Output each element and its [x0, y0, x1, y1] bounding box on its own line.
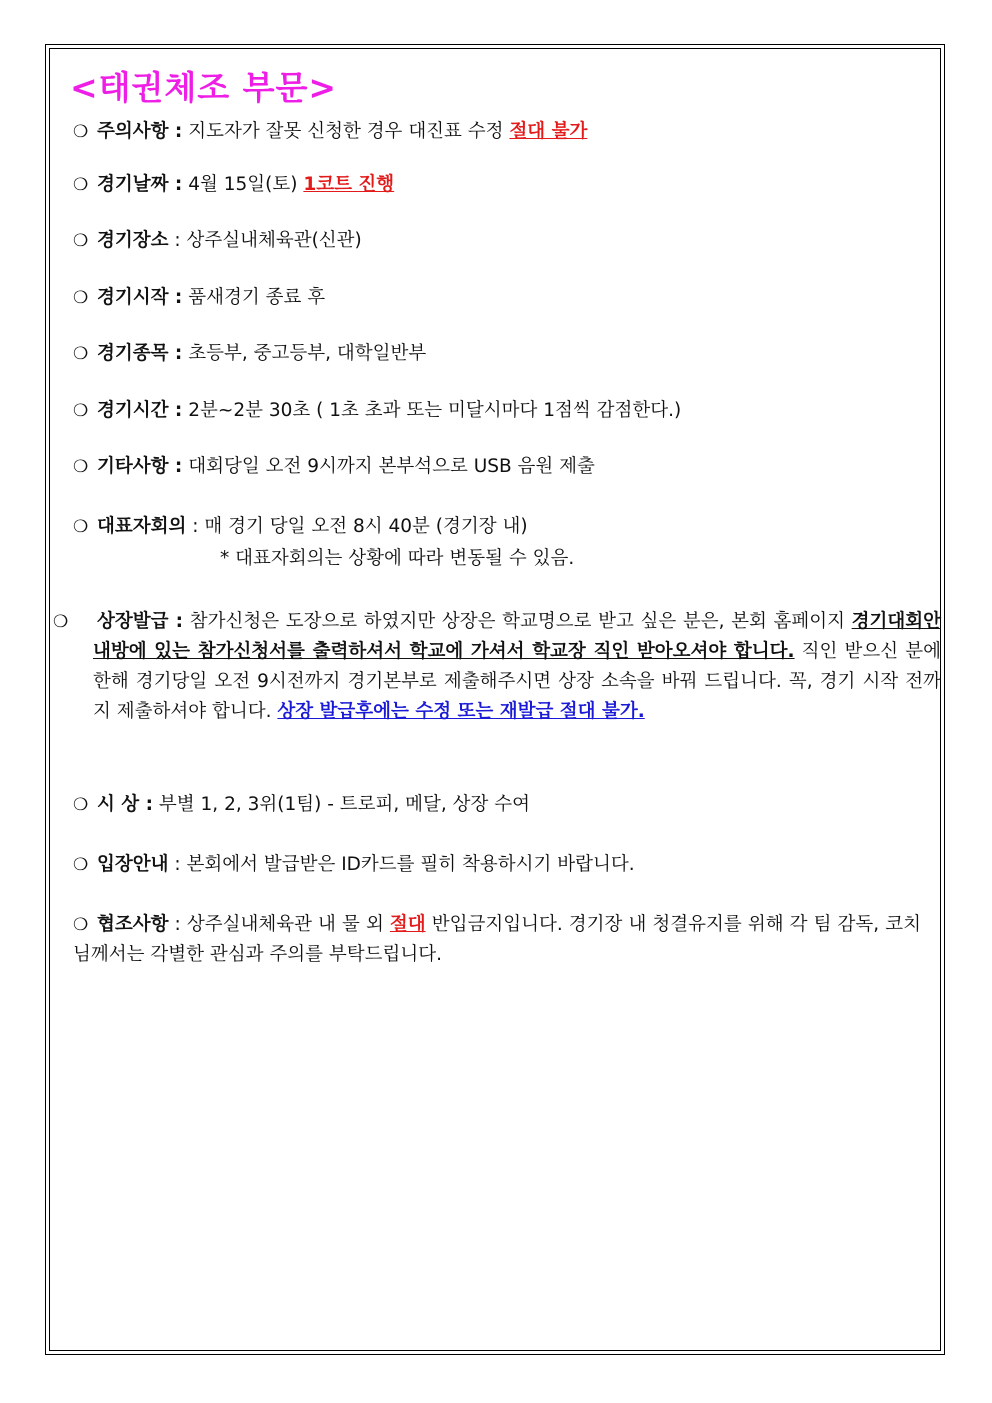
award-issue-bold: 경기대회안내방에 있는 참가신청서를 출력하셔서 학교에 가셔서 학교장 직인 받아오셔야 합니다.: [93, 611, 941, 662]
date-item: [73, 170, 394, 200]
date-text: 4월 15일(토): [182, 174, 304, 195]
meeting-item: [73, 512, 528, 542]
section-title: <태권체조 부문>: [70, 68, 338, 107]
entry-item: [73, 850, 635, 880]
award-issue-text2: 직인 받으신 분에 한해 경기당일 오전 9시전까지 경기본부로 제출해주시면 상장 소속을 바꿔 드립니다. 꼭, 경기 시작 전까지 제출하셔야 합니다.: [93, 641, 941, 722]
bullet-icon: ❍: [73, 122, 89, 142]
caution-label: 주의사항 :: [97, 121, 183, 142]
bullet-icon: ❍: [53, 612, 69, 632]
award-issue-blue: 상장 발급후에는 수정 또는 재발급 절대 불가.: [277, 701, 645, 722]
cooperation-label: 협조사항: [97, 914, 169, 935]
date-emphasis: 1코트 진행: [303, 174, 395, 195]
meeting-note: * 대표자회의는 상황에 따라 변동될 수 있음.: [220, 548, 575, 569]
bullet-icon: ❍: [73, 288, 89, 308]
caution-text: 지도자가 잘못 신청한 경우 대진표 수정: [182, 121, 510, 142]
cooperation-emphasis: 절대: [389, 914, 426, 935]
cooperation-item: [73, 910, 921, 970]
bullet-icon: ❍: [73, 457, 89, 477]
award-issue-text: 참가신청은 도장으로 하였지만 상장은 학교명으로 받고 싶은 분은, 본회 홈페이지: [183, 611, 852, 632]
duration-label: 경기시간 :: [97, 400, 183, 421]
start-item: [73, 283, 325, 313]
duration-text: 2분~2분 30초 ( 1초 초과 또는 미달시마다 1점씩 감점한다.): [182, 400, 682, 421]
bullet-icon: ❍: [73, 517, 89, 537]
bullet-icon: ❍: [73, 795, 89, 815]
date-label: 경기날짜 :: [97, 174, 183, 195]
awards-text: 부별 1, 2, 3위(1팀) - 트로피, 메달, 상장 수여: [153, 794, 530, 815]
duration-item: [73, 396, 681, 426]
events-text: 초등부, 중고등부, 대학일반부: [182, 343, 427, 364]
bullet-icon: ❍: [73, 915, 89, 935]
award-issue-item: [53, 607, 941, 727]
meeting-label: 대표자회의: [97, 516, 187, 537]
misc-label: 기타사항 :: [97, 456, 183, 477]
venue-item: [73, 226, 362, 256]
start-label: 경기시작 :: [97, 287, 183, 308]
bullet-icon: ❍: [73, 401, 89, 421]
meeting-text: : 매 경기 당일 오전 8시 40분 (경기장 내): [186, 516, 528, 537]
entry-label: 입장안내: [97, 854, 169, 875]
award-issue-label: 상장발급 :: [97, 611, 184, 632]
misc-item: [73, 452, 595, 482]
bullet-icon: ❍: [73, 855, 89, 875]
events-item: [73, 339, 426, 369]
start-text: 품새경기 종료 후: [182, 287, 326, 308]
caution-emphasis: 절대 불가: [509, 121, 588, 142]
misc-text: 대회당일 오전 9시까지 본부석으로 USB 음원 제출: [182, 456, 595, 477]
awards-item: [73, 790, 530, 820]
cooperation-text: : 상주실내체육관 내 물 외: [168, 914, 390, 935]
events-label: 경기종목 :: [97, 343, 183, 364]
awards-label: 시 상 :: [97, 794, 154, 815]
cooperation-text2: 반입금지입니다. 경기장 내 청결유지를 위해 각 팀 감독, 코치님께서는 각별한 관심과 주의를 부탁드립니다.: [73, 914, 921, 965]
caution-item: [73, 117, 587, 147]
bullet-icon: ❍: [73, 344, 89, 364]
venue-label: 경기장소: [97, 230, 169, 251]
venue-text: : 상주실내체육관(신관): [168, 230, 362, 251]
bullet-icon: ❍: [73, 175, 89, 195]
entry-text: : 본회에서 발급받은 ID카드를 필히 착용하시기 바랍니다.: [168, 854, 635, 875]
bullet-icon: ❍: [73, 231, 89, 251]
